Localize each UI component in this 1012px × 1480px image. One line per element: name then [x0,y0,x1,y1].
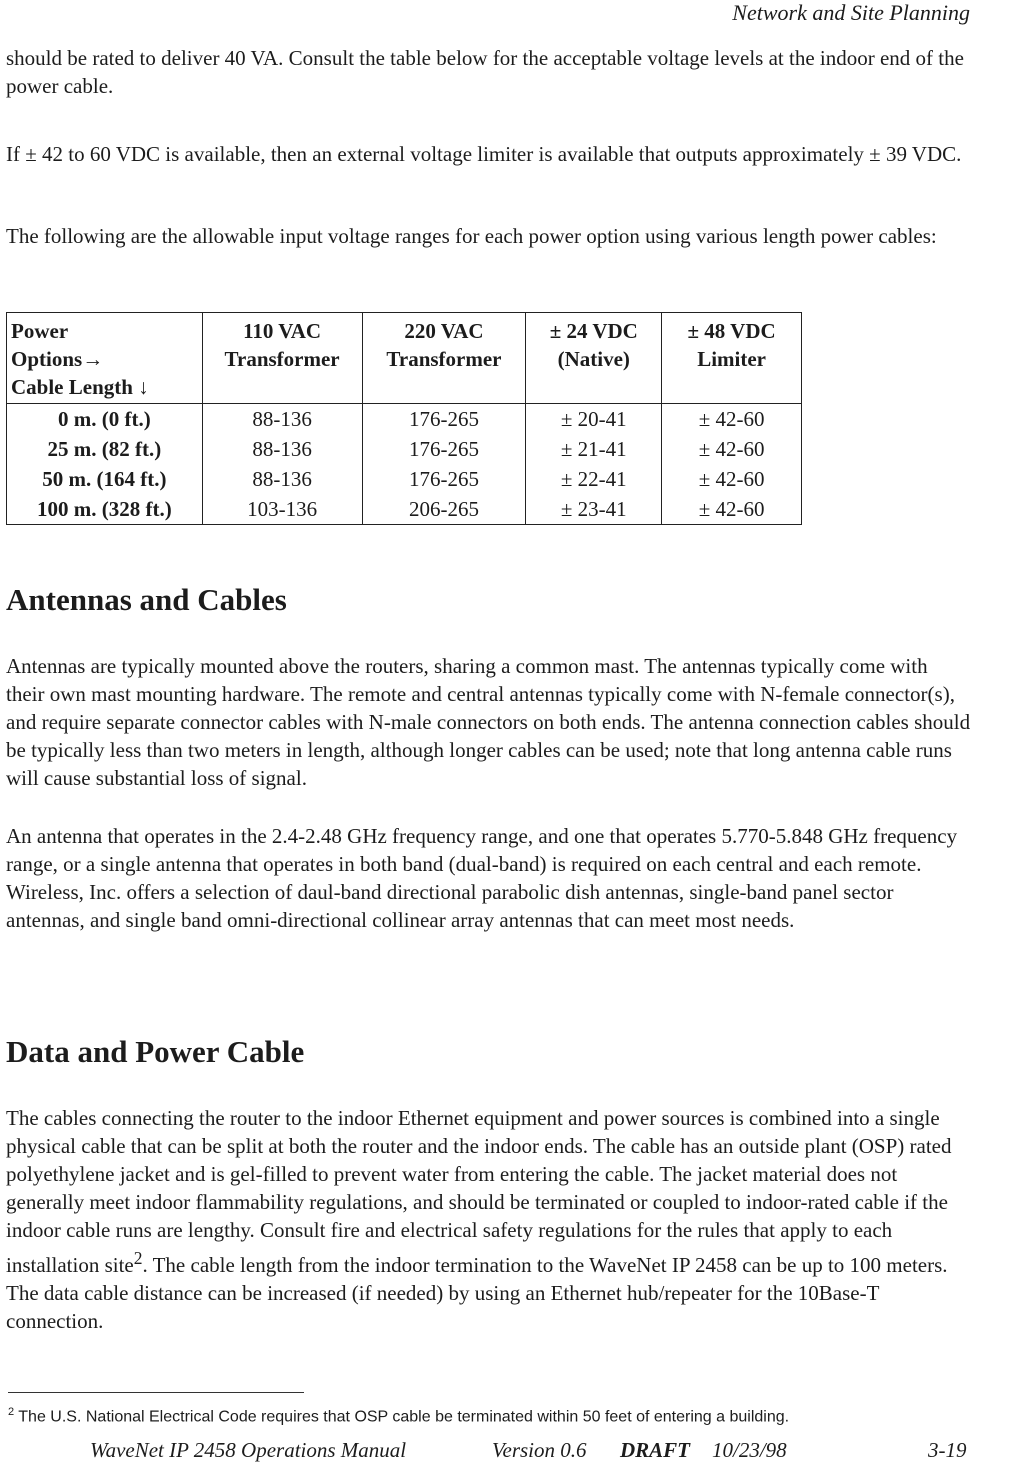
intro-paragraph-2: If ± 42 to 60 VDC is available, then an external voltage limiter is available that outputs approximately ± 39 VDC. [6,142,962,166]
cable-length-cell: 50 m. (164 ft.) [7,464,203,494]
table-cell: 176-265 [362,404,526,435]
footnote-divider [8,1392,304,1393]
table-cell: 88-136 [202,464,362,494]
intro-paragraph-1: should be rated to deliver 40 VA. Consult the table below for the acceptable voltage levels at the indoor end of the power cable. [6,46,964,98]
cable-length-cell: 25 m. (82 ft.) [7,434,203,464]
table-cell: 176-265 [362,464,526,494]
column-header-24vdc [526,313,662,404]
column-header-220vac [362,313,526,404]
intro-paragraph-3: The following are the allowable input voltage ranges for each power option using various length power cables: [6,224,937,248]
table-cell: ± 42-60 [662,434,802,464]
footer-draft-label: DRAFT [620,1438,691,1462]
column-header-line: ± 24 VDC [549,319,638,343]
table-row [7,464,802,494]
data-power-heading: Data and Power Cable [6,1034,305,1069]
footnote-reference: 2 [133,1248,143,1268]
data-power-text-part-2: . The cable length from the indoor termination to the WaveNet IP 2458 can be up to 100 meters. The data cable distance can be increased (if needed) by using an Ethernet hub/repeater for the 10Base-T connection. [6,1253,948,1333]
table-cell: 88-136 [202,404,362,435]
table-cell: 176-265 [362,434,526,464]
corner-options-label: Options→ [11,347,104,371]
table-row [7,434,802,464]
column-header-line: 220 VAC [404,319,484,343]
footer-date: 10/23/98 [712,1438,787,1462]
table-cell: 206-265 [362,494,526,525]
footer-page-number: 3-19 [928,1438,967,1462]
column-header-line: Limiter [697,347,766,371]
antennas-paragraph-1: Antennas are typically mounted above the routers, sharing a common mast. The antennas typically come with their own mast mounting hardware. The remote and central antennas typically come with N-female connector(s), and require separate connector cables with N-male connectors on both ends. The antenna connection cables should be typically less than two meters in length, although longer cables can be used; note that long antenna cable runs will cause substantial loss of signal. [6,654,971,790]
table-cell: 88-136 [202,434,362,464]
table-cell: ± 20-41 [526,404,662,435]
cable-length-cell: 0 m. (0 ft.) [7,404,203,435]
footer-draft [620,1438,690,1463]
table-cell: ± 23-41 [526,494,662,525]
voltage-range-table [6,312,802,525]
corner-power-label: Power [11,319,69,343]
table-header-row [7,313,802,404]
table-row [7,494,802,525]
table-cell: ± 42-60 [662,404,802,435]
footer-manual-title: WaveNet IP 2458 Operations Manual [90,1438,407,1462]
table-cell: ± 22-41 [526,464,662,494]
antennas-heading: Antennas and Cables [6,582,287,617]
table-cell: ± 42-60 [662,494,802,525]
table-cell: 103-136 [202,494,362,525]
footnote-text: The U.S. National Electrical Code requires that OSP cable be terminated within 50 feet of entering a building. [14,1408,790,1426]
table-cell: ± 42-60 [662,464,802,494]
column-header-line: Transformer [386,347,502,371]
antennas-paragraph-2: An antenna that operates in the 2.4-2.48 GHz frequency range, and one that operates 5.770-5.848 GHz frequency range, or a single antenna that operates in both band (dual-band) is required on each central and each remote. Wireless, Inc. offers a selection of daul-band directional parabolic dish antennas, single-band panel sector antennas, and single band omni-directional collinear array antennas that can meet most needs. [6,824,958,932]
column-header-110vac [202,313,362,404]
cable-length-cell: 100 m. (328 ft.) [7,494,203,525]
corner-header [7,313,203,404]
data-power-paragraph [6,1104,971,1335]
corner-length-label: Cable Length ↓ [11,375,149,399]
column-header-line: 110 VAC [243,319,322,343]
column-header-line: (Native) [557,347,630,371]
column-header-48vdc [662,313,802,404]
column-header-line: Transformer [224,347,340,371]
data-power-text-part-1: The cables connecting the router to the indoor Ethernet equipment and power sources is combined into a single physical cable that can be split at both the router and the indoor ends. The cable has an outside plant (OSP) rated polyethylene jacket and is gel-filled to prevent water from entering the cable. The jacket material does not generally meet indoor flammability regulations, and should be terminated or coupled to indoor-rated cable if the indoor cable runs are lengthy. Consult fire and electrical safety regulations for the rules that apply to each installation site [6,1106,952,1277]
running-header: Network and Site Planning [732,0,970,25]
footnote-number: 2 [8,1406,15,1418]
footnote [8,1406,968,1426]
table-row [7,404,802,435]
table-cell: ± 21-41 [526,434,662,464]
footer-version: Version 0.6 [492,1438,587,1462]
column-header-line: ± 48 VDC [687,319,776,343]
